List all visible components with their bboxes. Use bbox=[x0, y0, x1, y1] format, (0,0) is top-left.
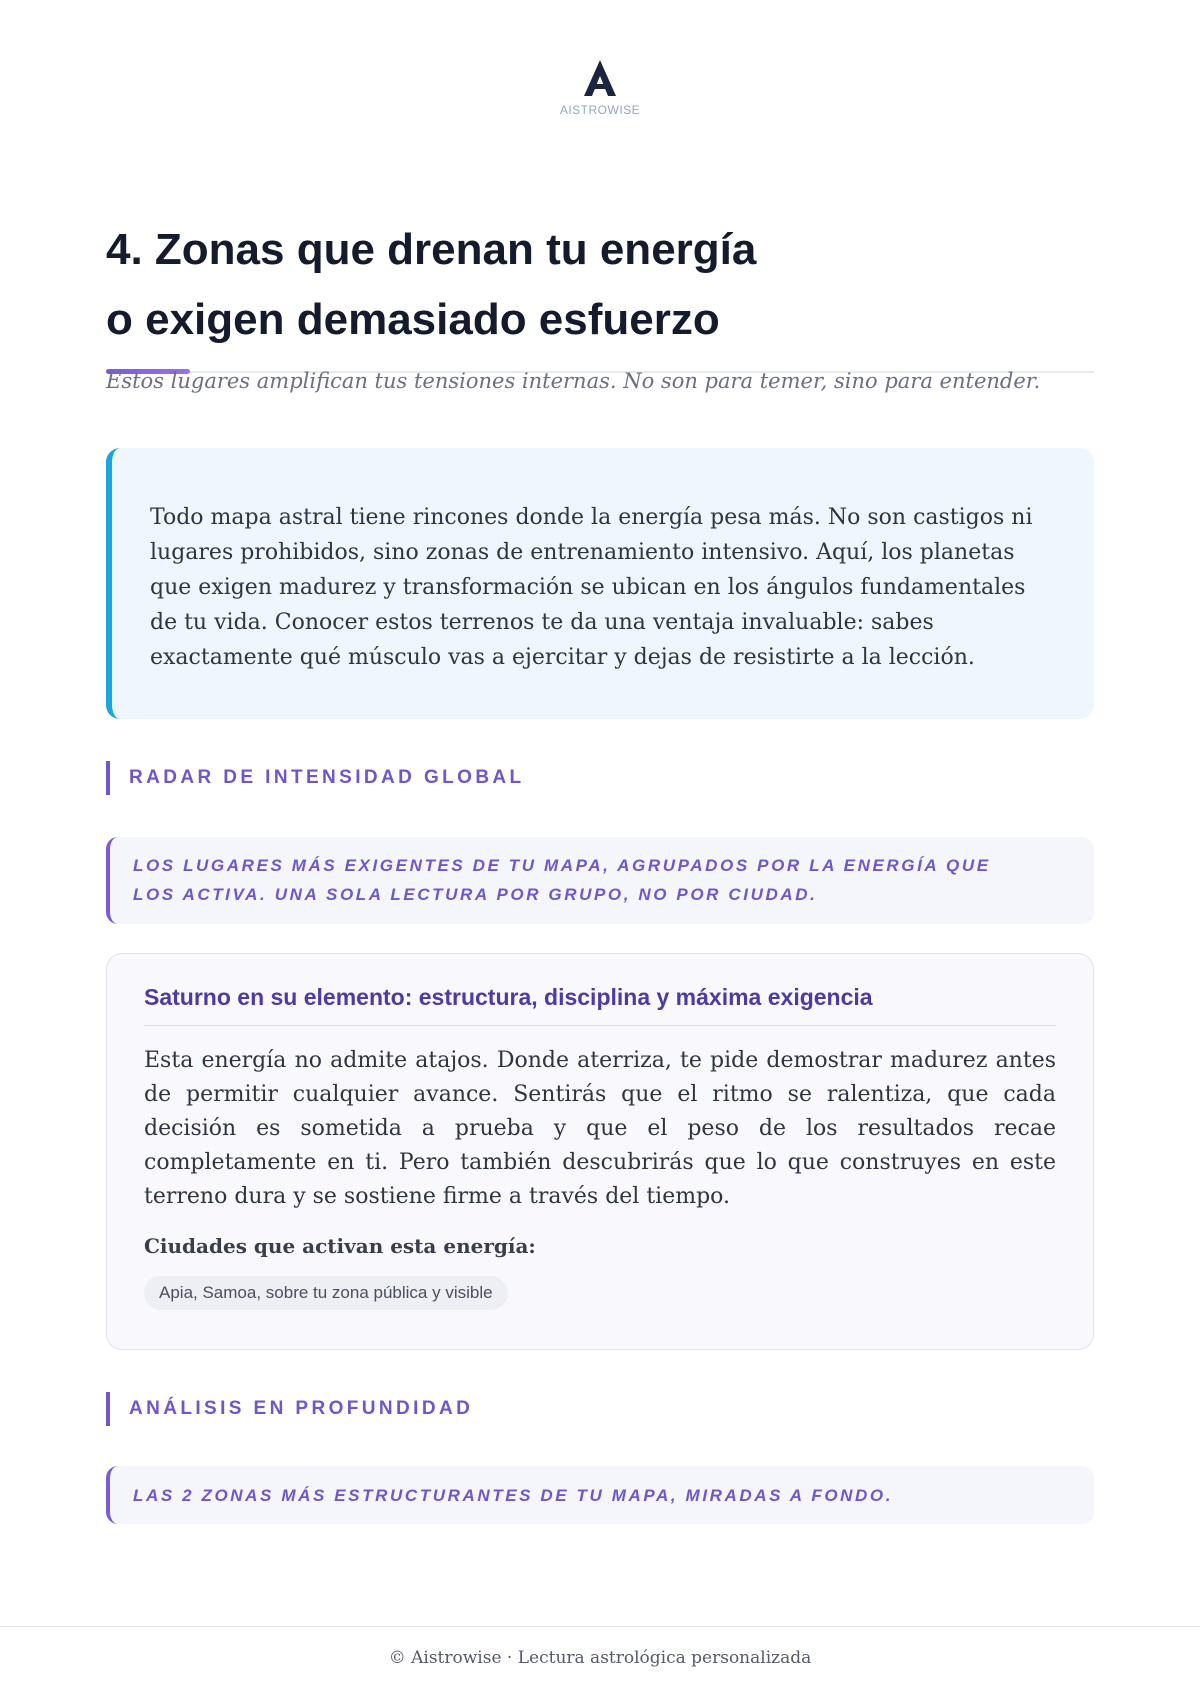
letter-a-logo-icon bbox=[580, 58, 620, 98]
intro-box bbox=[106, 448, 1094, 719]
card-body: Esta energía no admite atajos. Donde aterriza, te pide demostrar madurez antes de permitir cualquier avance. Sentirás que el ritmo se ralentiza, que cada decisión es sometida a prueba y que el peso de los resultados recae completamente en ti. Pero también descubrirás que lo que construyes en este terreno dura y se sostiene firme a través del tiempo. bbox=[144, 1048, 1056, 1209]
callout-line-1: LOS LUGARES MÁS EXIGENTES DE TU MAPA, AGRUPADOS POR LA ENERGÍA QUE bbox=[133, 856, 991, 875]
page-title bbox=[106, 215, 1086, 355]
section-heading-radar: RADAR DE INTENSIDAD GLOBAL bbox=[106, 761, 1086, 795]
section-heading-analysis: ANÁLISIS EN PROFUNDIDAD bbox=[106, 1392, 1086, 1426]
card-title: Saturno en su elemento: estructura, disciplina y máxima exigencia bbox=[144, 984, 1056, 1026]
footer-divider bbox=[0, 1626, 1200, 1627]
cities-label: Ciudades que activan esta energía: bbox=[144, 1234, 536, 1258]
intro-text: Todo mapa astral tiene rincones donde la energía pesa más. No son castigos ni lugares prohibidos, sino zonas de entrenamiento intensivo. Aquí, los planetas que exigen madurez y transformación se ubican en los ángulos fundamentales de tu vida. Conocer estos terrenos te da una ventaja invaluable: sabes exactamente qué músculo vas a ejercitar y dejas de resistirte a la lección. bbox=[150, 505, 1033, 670]
energy-card bbox=[106, 953, 1094, 1350]
page-subtitle: Estos lugares amplifican tus tensiones internas. No son para temer, sino para entender. bbox=[106, 369, 1041, 393]
brand-logo bbox=[0, 58, 1200, 117]
callout-line-2: LOS ACTIVA. UNA SOLA LECTURA POR GRUPO, NO POR CIUDAD. bbox=[133, 885, 818, 904]
city-chip: Apia, Samoa, sobre tu zona pública y visible bbox=[144, 1276, 508, 1310]
section-callout-analysis: LAS 2 ZONAS MÁS ESTRUCTURANTES DE TU MAPA, MIRADAS A FONDO. bbox=[106, 1466, 1094, 1524]
title-line-2: o exigen demasiado esfuerzo bbox=[106, 295, 720, 344]
section-callout-radar bbox=[106, 837, 1094, 924]
title-line-1: 4. Zonas que drenan tu energía bbox=[106, 225, 757, 274]
brand-name: AISTROWISE bbox=[559, 103, 641, 117]
footer-text: © Aistrowise · Lectura astrológica personalizada bbox=[388, 1648, 812, 1668]
